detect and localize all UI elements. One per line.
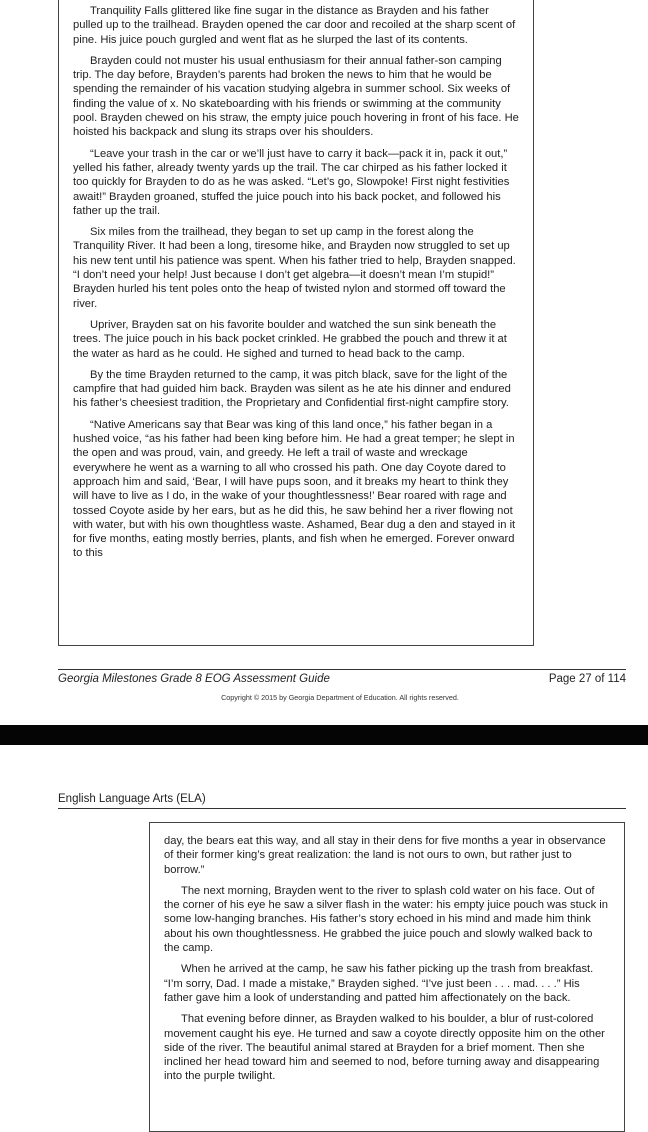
passage-paragraph: day, the bears eat this way, and all stay in their dens for five months a year in observance of their former king’s great realization: the land is not ours to own, but rather just to borrow.” bbox=[164, 835, 606, 876]
passage-paragraph: By the time Brayden returned to the camp, it was pitch black, save for the light of the campfire that had guided him back. Brayden was silent as he ate his dinner and endured his father’s cheesiest tradition, the Proprietary and Confidential first-night campfire story. bbox=[73, 368, 511, 410]
section-header: English Language Arts (ELA) bbox=[58, 793, 206, 805]
passage-paragraph: The next morning, Brayden went to the river to splash cold water on his face. Out of the corner of his eye he saw a silver flash in the water: his empty juice pouch was stuck in some low-hanging branches. His father’s story echoed in his mind and made him think about his own thoughtlessness. He grabbed the juice pouch and slowly walked back to the camp. bbox=[164, 884, 608, 955]
passage-paragraph: That evening before dinner, as Brayden walked to his boulder, a blur of rust-colored movement caught his eye. He turned and saw a coyote directly opposite him on the other side of the river. The beautiful animal stared at Brayden for a brief moment. Then she inclined her head toward him and seemed to nod, before turning away and disappearing into the purple twilight. bbox=[164, 1013, 605, 1083]
footer-divider bbox=[58, 669, 626, 670]
passage-paragraph: Upriver, Brayden sat on his favorite boulder and watched the sun sink beneath the trees. The juice pouch in his back pocket crinkled. He grabbed the pouch and threw it at the water as hard as he could. He sighed and turned to head back to the camp. bbox=[73, 318, 507, 360]
page-28 bbox=[0, 745, 648, 1120]
passage-box bbox=[58, 0, 534, 646]
passage-paragraph: Tranquility Falls glittered like fine sugar in the distance as Brayden and his father pulled up to the trailhead. Brayden opened the car door and recoiled at the sharp scent of pine. His juice pouch gurgled and went flat as he slurped the last of its contents. bbox=[73, 5, 516, 46]
footer-guide-title: Georgia Milestones Grade 8 EOG Assessment Guide bbox=[58, 673, 330, 685]
passage-paragraph: Six miles from the trailhead, they began to set up camp in the forest along the Tranquility River. It had been a long, tiresome hike, and Brayden now struggled to set up his new tent until his patience was spent. When his father tried to help, Brayden snapped. “I don’t need your help! Just because I don’t get algebra—it doesn’t mean I’m stupid!” Brayden hurled his tent poles onto the heap of twisted nylon and stormed off toward the river. bbox=[73, 226, 516, 310]
passage-box-continued bbox=[149, 822, 625, 1132]
copyright-notice: Copyright © 2015 by Georgia Department of Education. All rights reserved. bbox=[221, 693, 459, 702]
header-divider bbox=[58, 808, 626, 809]
page-separator bbox=[0, 725, 648, 745]
passage-paragraph: “Native Americans say that Bear was king of this land once,” his father began in a hushed voice, “as his father had been king before him. He had a great temper; he slept in the open and was proud, vain, and greedy. He left a trail of waste and wreckage everywhere he went as a warning to all who crossed his path. One day Coyote dared to approach him and said, ‘Bear, I will have pups soon, and it breaks my heart to think they will have to live as I do, in the wake of your thoughtlessness!’ Bear roared with rage and tossed Coyote aside by her ears, but as he did this, he saw behind her a river flowing not with water, but with his own thoughtless waste. Ashamed, Bear dug a den and stayed in it for five months, eating mostly berries, plants, and fish when he emerged. Forever onward to this bbox=[73, 418, 516, 560]
passage-paragraph: When he arrived at the camp, he saw his father picking up the trash from breakfast. “I’m sorry, Dad. I made a mistake,” Brayden sighed. “I’ve just been . . . mad. . . .” His father gave him a look of understanding and patted him affectionately on the back. bbox=[164, 963, 594, 1004]
passage-paragraph: “Leave your trash in the car or we’ll just have to carry it back—pack it in, pack it out,” yelled his father, already twenty yards up the trail. The car chirped as his father locked it too quickly for Brayden to do as he was asked. “Let’s go, Slowpoke! First night festivities await!” Brayden groaned, stuffed the juice pouch into his back pocket, and followed his father up the trail. bbox=[73, 147, 510, 217]
footer-page-number: Page 27 of 114 bbox=[548, 673, 626, 685]
passage-paragraph: Brayden could not muster his usual enthusiasm for their annual father-son camping trip. The day before, Brayden’s parents had broken the news to him that he would be spending the remainder of his vacation studying algebra in summer school. Six weeks of finding the value of x. No skateboarding with his friends or swimming at the community pool. Brayden chewed on his straw, the empty juice pouch hovering in front of his face. He hoisted his backpack and slung its straps over his shoulders. bbox=[73, 54, 519, 139]
